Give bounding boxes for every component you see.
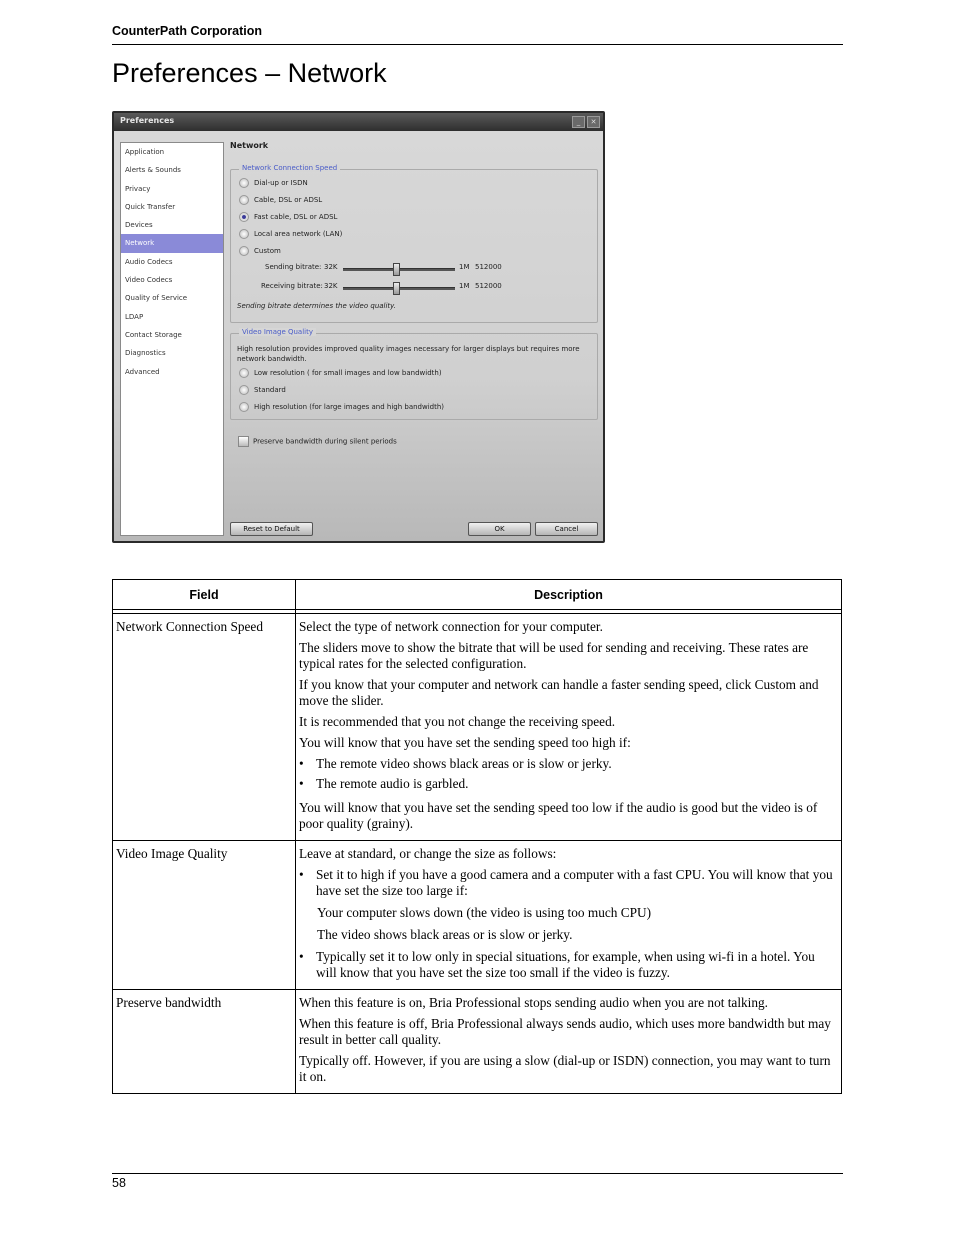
reset-to-default-button[interactable]: Reset to Default: [230, 522, 313, 536]
video-group: [230, 328, 598, 420]
bullet-item: • The remote video shows black areas or is slow or jerky.: [299, 756, 838, 772]
page-number: 58: [112, 1176, 126, 1190]
nav-item-quick-transfer[interactable]: Quick Transfer: [125, 202, 176, 211]
description-cell: [296, 990, 842, 1094]
receiving-min: 32K: [324, 282, 338, 290]
nav-item-ldap[interactable]: LDAP: [125, 312, 144, 321]
radio-label: High resolution (for large images and high bandwidth): [254, 403, 445, 411]
radio-standard[interactable]: [239, 385, 286, 397]
field-cell: Preserve bandwidth: [113, 990, 296, 1094]
sending-bitrate-row: [239, 263, 589, 275]
radio-dialup[interactable]: [239, 178, 308, 190]
close-icon[interactable]: ✕: [587, 116, 600, 128]
radio-selected-icon: [239, 212, 249, 222]
paragraph: When this feature is off, Bria Professional always sends audio, which uses more bandwidth but may result in better call quality.: [299, 1016, 831, 1047]
radio-icon: [239, 229, 249, 239]
radio-label: Cable, DSL or ADSL: [254, 196, 323, 204]
nav-item-diagnostics[interactable]: Diagnostics: [125, 349, 166, 358]
dialog-title: Preferences: [120, 116, 175, 125]
field-description-table: [112, 579, 842, 1094]
header-field: Field: [113, 580, 296, 610]
sending-min: 32K: [324, 263, 338, 271]
nav-item-quality-of-service[interactable]: Quality of Service: [125, 294, 188, 303]
nav-item-privacy[interactable]: Privacy: [125, 184, 151, 193]
speed-group: [230, 164, 598, 323]
radio-label: Local area network (LAN): [254, 230, 343, 238]
paragraph: The sliders move to show the bitrate that will be used for sending and receiving. These rates are typical rates for the selected configuration.: [299, 640, 809, 671]
header-company: CounterPath Corporation: [112, 24, 262, 38]
preferences-dialog: [112, 111, 605, 543]
description-cell: [296, 614, 842, 841]
radio-low-res[interactable]: [239, 368, 442, 380]
paragraph: You will know that you have set the sending speed too high if:: [299, 735, 631, 750]
nav-item-devices[interactable]: Devices: [125, 221, 153, 230]
bullet-item: • Set it to high if you have a good camera and a computer with a fast CPU. You will know that you have set the size too large if:: [299, 867, 838, 899]
table-row: [113, 614, 842, 841]
radio-label: Dial-up or ISDN: [254, 179, 308, 187]
receiving-slider-thumb[interactable]: [393, 282, 400, 295]
radio-cable[interactable]: [239, 195, 322, 207]
receiving-value: 512000: [475, 282, 502, 290]
dialog-titlebar: [114, 113, 603, 131]
preferences-nav: [120, 142, 224, 536]
header-rule: [112, 44, 843, 45]
minimize-icon[interactable]: _: [572, 116, 585, 128]
nav-item-network[interactable]: Network: [121, 234, 223, 252]
receiving-bitrate-row: [239, 282, 589, 294]
receiving-label: Receiving bitrate:: [261, 282, 323, 290]
video-description: High resolution provides improved quality images necessary for larger displays but requires more network bandwidth.: [237, 345, 580, 363]
field-cell: Video Image Quality: [113, 841, 296, 990]
radio-label: Low resolution ( for small images and low bandwidth): [254, 369, 442, 377]
video-group-legend: Video Image Quality: [239, 328, 316, 336]
page-title: Preferences – Network: [112, 58, 387, 88]
header-description: Description: [296, 580, 842, 610]
indented-item: The video shows black areas or is slow or jerky.: [317, 927, 573, 942]
table-row: [113, 990, 842, 1094]
checkbox-label: Preserve bandwidth during silent periods: [253, 437, 397, 446]
ok-button[interactable]: OK: [468, 522, 531, 536]
radio-label: Fast cable, DSL or ADSL: [254, 213, 338, 221]
indented-item: Your computer slows down (the video is using too much CPU): [317, 905, 652, 920]
cancel-button[interactable]: Cancel: [535, 522, 598, 536]
radio-high-res[interactable]: [239, 402, 444, 414]
dialog-body: [114, 131, 603, 541]
network-panel: [230, 141, 600, 531]
radio-fast-cable[interactable]: [239, 212, 337, 224]
checkbox-icon: [238, 436, 249, 447]
sending-max: 1M: [459, 263, 470, 271]
radio-icon: [239, 402, 249, 412]
field-cell: Network Connection Speed: [113, 614, 296, 841]
nav-item-audio-codecs[interactable]: Audio Codecs: [125, 257, 173, 266]
footer-rule: [112, 1173, 843, 1174]
radio-icon: [239, 368, 249, 378]
bullet-item: • Typically set it to low only in special situations, for example, when using wi-fi in a hotel. You will know that you have set the size too small if the video is fuzzy.: [299, 949, 838, 981]
table-header-row: [113, 580, 842, 610]
radio-icon: [239, 195, 249, 205]
paragraph: When this feature is on, Bria Professional stops sending audio when you are not talking.: [299, 995, 768, 1010]
paragraph: Typically off. However, if you are using a slow (dial-up or ISDN) connection, you may want to turn it on.: [299, 1053, 831, 1084]
paragraph: Select the type of network connection for your computer.: [299, 619, 603, 634]
speed-group-legend: Network Connection Speed: [239, 164, 340, 172]
paragraph: Leave at standard, or change the size as follows:: [299, 846, 557, 861]
bullet-item: • The remote audio is garbled.: [299, 776, 838, 792]
nav-item-application[interactable]: Application: [125, 148, 165, 156]
radio-custom[interactable]: [239, 246, 281, 258]
nav-item-advanced[interactable]: Advanced: [125, 367, 160, 376]
paragraph: If you know that your computer and network can handle a faster sending speed, click Custom and move the slider.: [299, 677, 819, 708]
nav-item-alerts-sounds[interactable]: Alerts & Sounds: [125, 166, 181, 175]
radio-icon: [239, 178, 249, 188]
section-title: Network: [230, 141, 269, 150]
sending-label: Sending bitrate:: [265, 263, 322, 271]
radio-icon: [239, 246, 249, 256]
radio-lan[interactable]: [239, 229, 342, 241]
nav-item-contact-storage[interactable]: Contact Storage: [125, 330, 182, 339]
radio-label: Custom: [254, 247, 281, 255]
receiving-max: 1M: [459, 282, 470, 290]
preserve-bandwidth-checkbox[interactable]: [238, 436, 397, 448]
nav-item-video-codecs[interactable]: Video Codecs: [125, 276, 173, 285]
radio-label: Standard: [254, 386, 286, 394]
radio-icon: [239, 385, 249, 395]
sending-slider-thumb[interactable]: [393, 263, 400, 276]
bitrate-note: Sending bitrate determines the video quality.: [237, 302, 397, 310]
paragraph: You will know that you have set the sending speed too low if the audio is good but the video is of poor quality (grainy).: [299, 800, 818, 831]
sending-value: 512000: [475, 263, 502, 271]
description-cell: [296, 841, 842, 990]
paragraph: It is recommended that you not change the receiving speed.: [299, 714, 616, 729]
table-row: [113, 841, 842, 990]
